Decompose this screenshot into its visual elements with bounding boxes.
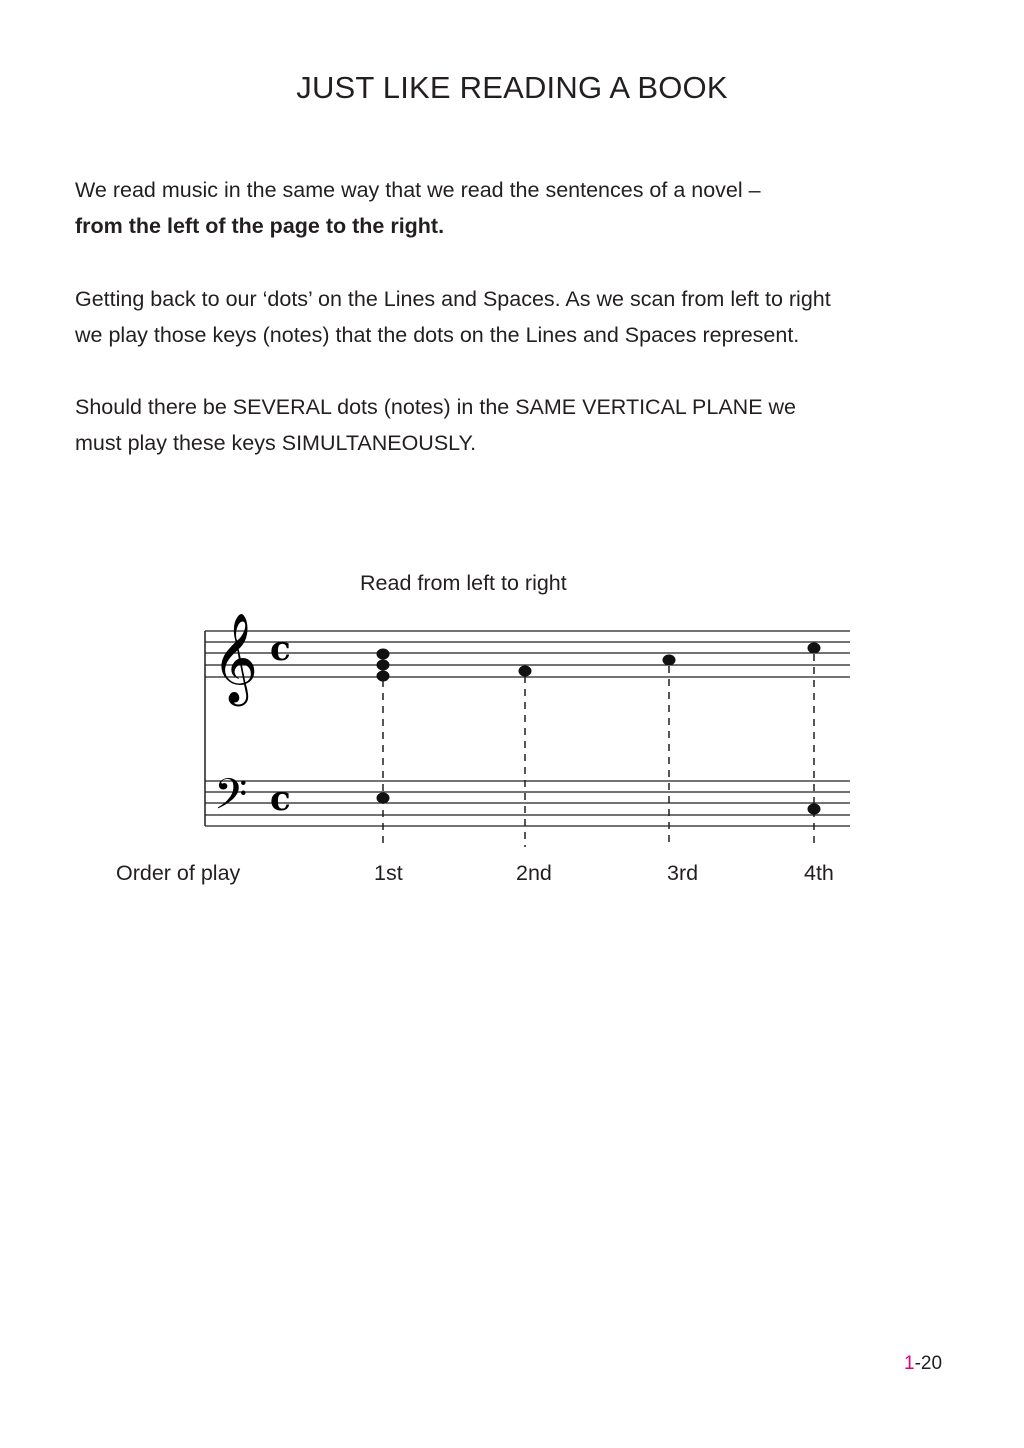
diagram-caption: Read from left to right bbox=[360, 571, 567, 595]
paragraph-line: Getting back to our ‘dots’ on the Lines and Spaces. As we scan from left to right bbox=[75, 287, 831, 311]
note-dot-1st-treble-top bbox=[377, 649, 390, 660]
page-title: JUST LIKE READING A BOOK bbox=[296, 70, 728, 105]
common-time-bass: c bbox=[270, 779, 291, 819]
vertical-guides bbox=[383, 654, 814, 847]
page-number-rest: -20 bbox=[914, 1353, 943, 1374]
paragraph-line: We read music in the same way that we read the sentences of a novel – bbox=[75, 178, 761, 202]
order-label-2nd: 2nd bbox=[516, 861, 552, 885]
paragraph-line: Should there be SEVERAL dots (notes) in the SAME VERTICAL PLANE we bbox=[75, 395, 797, 419]
page-number-chapter: 1 bbox=[904, 1353, 915, 1374]
notes bbox=[377, 643, 821, 815]
paragraph-reading-direction bbox=[75, 172, 975, 244]
paragraph-line-bold: from the left of the page to the right. bbox=[75, 214, 445, 238]
note-dot-4th-bass bbox=[808, 804, 821, 815]
note-dot-2nd bbox=[519, 666, 532, 677]
common-time-treble: c bbox=[270, 629, 291, 669]
paragraph-line: we play those keys (notes) that the dots on the Lines and Spaces represent. bbox=[75, 323, 800, 347]
note-dot-1st-bass bbox=[377, 793, 390, 804]
note-dot-1st-treble-low bbox=[377, 671, 390, 682]
paragraph-dots-lines-spaces bbox=[75, 281, 975, 353]
note-dot-4th-treble bbox=[808, 643, 821, 654]
note-dot-1st-treble-mid bbox=[377, 660, 390, 671]
paragraph-line: must play these keys SIMULTANEOUSLY. bbox=[75, 431, 477, 455]
page-number bbox=[904, 1353, 942, 1375]
order-label-1st: 1st bbox=[374, 861, 403, 885]
paragraph-simultaneous bbox=[75, 389, 975, 461]
treble-clef-icon: 𝄞 bbox=[212, 613, 259, 703]
order-of-play-label: Order of play bbox=[116, 861, 241, 885]
order-label-3rd: 3rd bbox=[667, 861, 699, 885]
bass-clef-icon: 𝄢 bbox=[214, 770, 248, 830]
note-dot-3rd bbox=[663, 655, 676, 666]
grand-staff-diagram bbox=[0, 600, 1024, 860]
order-label-4th: 4th bbox=[804, 861, 834, 885]
bass-staff bbox=[205, 781, 850, 826]
